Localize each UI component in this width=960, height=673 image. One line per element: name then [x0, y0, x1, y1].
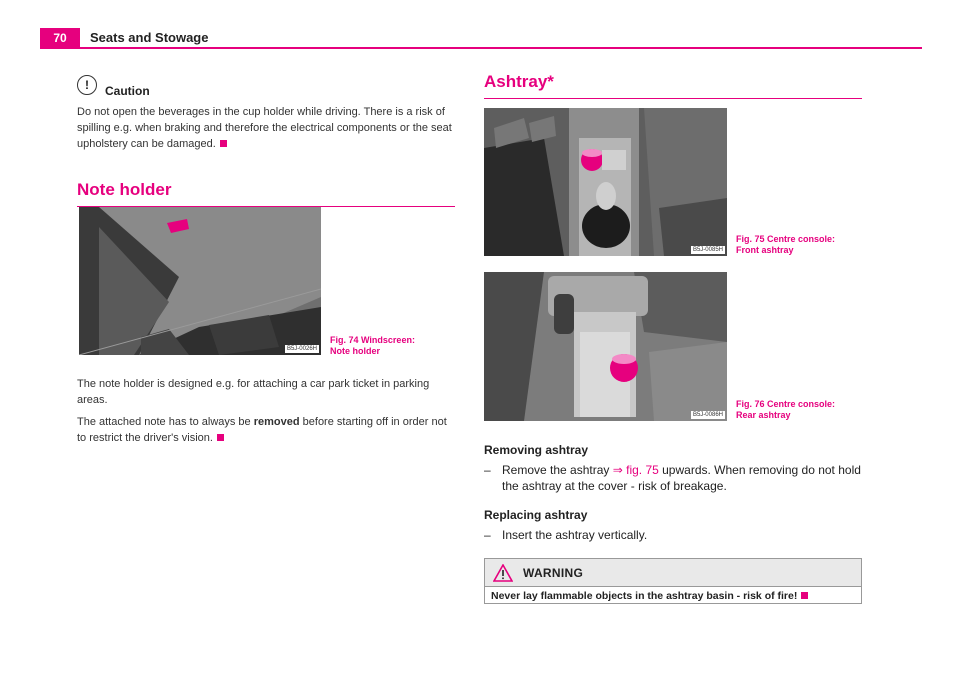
removing-heading: Removing ashtray [484, 443, 589, 457]
header-rule [40, 47, 922, 49]
windscreen-illustration [79, 207, 321, 355]
end-mark [801, 592, 808, 599]
figure-code: B5J-0086H [692, 412, 723, 418]
warning-text: Never lay flammable objects in the ashtray basin - risk of fire! [485, 587, 861, 605]
figure-76-rear-ashtray [484, 272, 727, 421]
warning-label: WARNING [523, 565, 584, 580]
figure-74-caption: Fig. 74 Windscreen: Note holder [330, 335, 415, 356]
note-holder-text [77, 376, 457, 446]
warning-box [484, 558, 862, 604]
section-rule [484, 98, 862, 99]
end-mark [217, 434, 224, 441]
exclamation-circle-icon: ! [77, 75, 97, 95]
warning-triangle-icon [493, 564, 513, 582]
figure-code: B5J-0085H [692, 247, 723, 253]
note-holder-para1: The note holder is designed e.g. for attaching a car park ticket in parking areas. [77, 378, 430, 406]
left-column [77, 70, 455, 207]
figure-75-caption: Fig. 75 Centre console: Front ashtray [736, 234, 836, 255]
ashtray-instructions [484, 443, 862, 543]
page-number: 70 [40, 28, 80, 48]
warning-header [485, 559, 861, 587]
end-mark [220, 140, 227, 147]
right-column [484, 70, 862, 99]
note-holder-para2: The attached note has to always be removed before starting off in order not to restrict the driver's vision. [77, 416, 447, 444]
removing-step: – Remove the ashtray ⇒ fig. 75 upwards. When removing do not hold the ashtray at the cover - risk of breakage. [484, 463, 861, 493]
section-title-note-holder: Note holder [77, 180, 172, 199]
replacing-step: – Insert the ashtray vertically. [484, 528, 648, 542]
header-title: Seats and Stowage [90, 30, 209, 45]
figure-74-windscreen [79, 207, 321, 355]
figure-75-front-ashtray [484, 108, 727, 256]
fig-75-link[interactable]: ⇒ fig. 75 [612, 463, 659, 477]
figure-76-caption: Fig. 76 Centre console: Rear ashtray [736, 399, 836, 420]
front-ashtray-illustration [484, 108, 727, 256]
rear-ashtray-illustration [484, 272, 727, 421]
replacing-heading: Replacing ashtray [484, 508, 588, 522]
caution-text: Do not open the beverages in the cup holder while driving. There is a risk of spilling e.g. when braking and therefore the electrical components or the seat upholstery can be damaged. [77, 106, 452, 150]
figure-code: B5J-0026H [286, 346, 317, 352]
section-title-ashtray: Ashtray* [484, 72, 554, 91]
caution-heading [77, 76, 455, 100]
caution-label: Caution [105, 84, 150, 98]
